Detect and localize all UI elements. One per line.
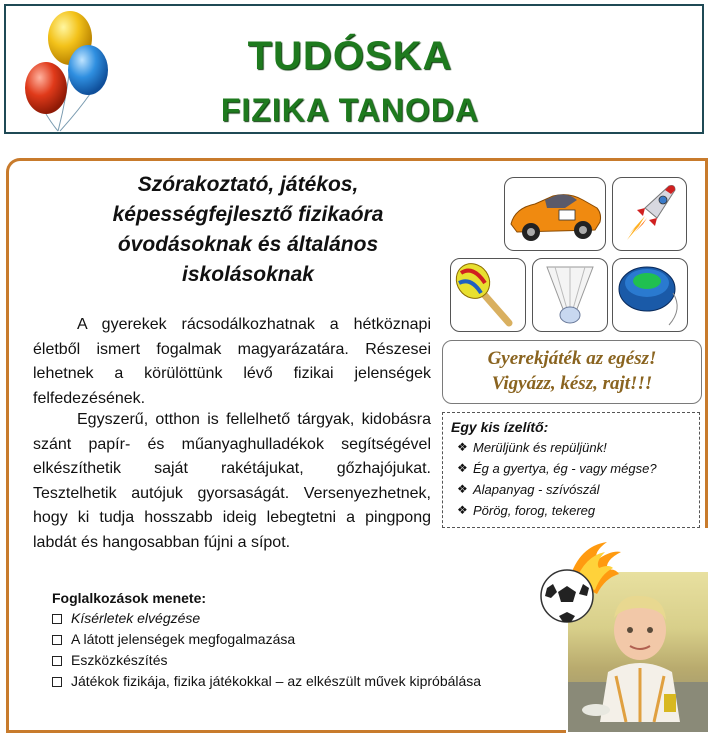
topic-label: Alapanyag - szívószál	[473, 482, 600, 497]
maraca-tile	[450, 258, 526, 332]
list-item	[451, 437, 691, 458]
list-item	[52, 650, 552, 671]
checkbox-icon	[52, 656, 62, 666]
intro-heading	[58, 170, 438, 290]
topic-label: Ég a gyertya, ég - vagy mégse?	[473, 461, 657, 476]
maraca-icon	[451, 259, 525, 331]
flaming-soccer-ball-icon	[535, 538, 625, 628]
slogan-box	[442, 340, 702, 404]
slogan-line: Vigyázz, kész, rajt!!!	[491, 373, 653, 394]
intro-heading-line: képességfejlesztő fizikaóra	[112, 203, 384, 226]
rocket-tile	[612, 177, 687, 251]
page-subtitle: FIZIKA TANODA	[220, 92, 480, 128]
step-label: Játékok fizikája, fizika játékokkal – az elkészült művek kipróbálása	[71, 673, 482, 689]
checkbox-icon	[52, 677, 62, 687]
list-item	[451, 500, 691, 521]
steps-list	[52, 590, 552, 692]
paragraph-crafting: Egyszerű, otthon is fellelhető tárgyak, kidobásra szánt papír- és műanyaghulladékok segítségével elkészíthetik saját rakétájukat, gőzhajójukat. Tesztelhetik autójuk gyorsaságát. Versenyezhetnek, hogy ki tudja hosszabb ideig lebegtetni a pingpong labdát és hangosabban fújni a sípot.	[33, 411, 431, 551]
list-item	[52, 671, 552, 692]
diamond-bullet-icon: ❖	[457, 503, 468, 517]
frame-divider	[705, 158, 708, 528]
yoyo-tile	[612, 258, 688, 332]
shuttlecock-icon	[533, 259, 607, 331]
diamond-bullet-icon: ❖	[457, 482, 468, 496]
step-label: Eszközkészítés	[71, 652, 168, 668]
frame-divider	[6, 730, 566, 733]
diamond-bullet-icon: ❖	[457, 440, 468, 454]
topic-label: Merüljünk és repüljünk!	[473, 440, 607, 455]
intro-heading-line: óvodásoknak és általános	[117, 233, 379, 256]
intro-heading-line: Szórakoztató, játékos,	[137, 173, 359, 196]
checkbox-icon	[52, 635, 62, 645]
slogan-line: Gyerekjáték az egész!	[487, 348, 657, 369]
diamond-bullet-icon: ❖	[457, 461, 468, 475]
intro-heading-line: iskolásoknak	[182, 263, 314, 286]
rocket-icon	[613, 178, 686, 250]
paragraph-discovery: A gyerekek rácsodálkozhatnak a hétköznapi életből ismert fogalmak magyarázatára. Részesei lehetnek a körülöttünk lévő fizikai jelenségek felfedezésének.	[33, 316, 431, 407]
checkbox-icon	[52, 614, 62, 624]
steps-heading: Foglalkozások menete:	[52, 590, 207, 606]
list-item	[52, 608, 552, 629]
topics-heading: Egy kis ízelítő:	[451, 419, 549, 435]
step-label: Kísérletek elvégzése	[71, 610, 201, 626]
step-label: A látott jelenségek megfogalmazása	[71, 631, 296, 647]
topic-label: Pörög, forog, tekereg	[473, 503, 596, 518]
list-item	[451, 479, 691, 500]
topics-box	[442, 412, 700, 528]
yoyo-icon	[613, 259, 687, 331]
toy-car-icon	[505, 178, 605, 250]
list-item	[52, 629, 552, 650]
frame-divider	[490, 158, 708, 161]
toy-car-tile	[504, 177, 606, 251]
page-title: TUDÓSKA	[247, 34, 453, 78]
list-item	[451, 458, 691, 479]
shuttlecock-tile	[532, 258, 608, 332]
